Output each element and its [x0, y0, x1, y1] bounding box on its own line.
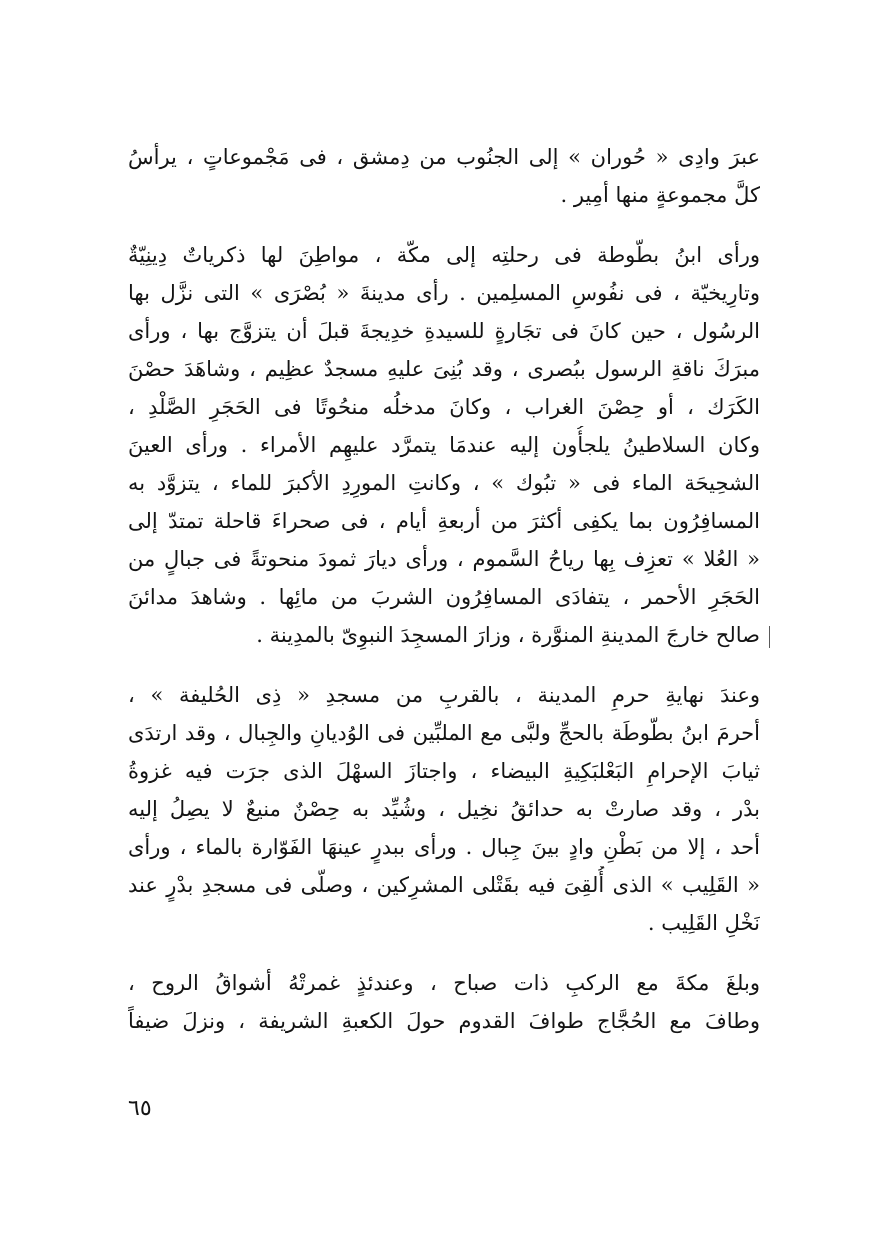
text-line: الشحِيحَة الماء فى « تبُوك » ، وكانتِ المورِدِ الأكبرَ للماء ، يتزوَّد به: [128, 471, 760, 495]
text-line: مبرَكَ ناقةِ الرسول ببُصرى ، وقد بُنِىَ عليهِ مسجدٌ عظِيم ، وشاهَدَ حصْنَ: [128, 357, 760, 381]
text-line: المسافِرُون بما يكفِى أكثرَ من أربعةِ أيام ، فى صحراءَ قاحلة تمتدّ إلى: [128, 509, 760, 533]
text-line: وعندَ نهايةِ حرمِ المدينة ، بالقربِ من مسجدِ « ذِى الحُليفة » ،: [128, 683, 760, 707]
paragraph-3: [128, 676, 760, 942]
text-line: كلَّ مجموعةٍ منها أمِير .: [560, 183, 760, 207]
text-line: الكَرَك ، أو حِصْنَ الغراب ، وكانَ مدخلُه منحُوتًا فى الحَجَرِ الصَّلْدِ ،: [128, 395, 760, 419]
paragraph-gap: [128, 942, 760, 964]
text-line: « العُلا » تعزِف بِها رياحُ السَّموم ، ورأى ديارَ ثمودَ منحوتةً فى جبالٍ من: [128, 547, 760, 571]
text-line: وبلغَ مكةَ مع الركبِ ذات صباح ، وعندئذٍ غمرتْهُ أشواقُ الروح ،: [128, 971, 760, 995]
paragraph-4: [128, 964, 760, 1040]
text-line: ورأى ابنُ بطّوطة فى رحلتِه إلى مكّة ، مواطِنَ لها ذكرياتٌ دِينِيّةٌ: [128, 243, 760, 267]
text-line: صالح خارجَ المدينةِ المنوَّرة ، وزارَ المسجِدَ النبوِىّ بالمدِينة .: [256, 623, 760, 647]
text-line: أحرمَ ابنُ بطّوطَة بالحجِّ ولبَّى مع الملبِّين فى الوُديانِ والجِبال ، وقد ارتدَى: [128, 721, 760, 745]
paragraph-gap: [128, 214, 760, 236]
paragraph-2: [128, 236, 760, 654]
text-line: عبرَ وادِى « حُوران » إلى الجنُوب من دِمشق ، فى مَجْموعاتٍ ، يرأسُ: [128, 145, 760, 169]
text-line: الرسُول ، حين كانَ فى تجَارةٍ للسيدةِ خدِيجةَ قبلَ أن يتزوَّج بها ، ورأى: [128, 319, 760, 343]
text-line: « القَلِيب » الذى أُلقِىَ فيه بقَتْلى المشرِكين ، وصلّى فى مسجدِ بدْرٍ عند: [128, 873, 760, 897]
text-line: وتارِيخيّة ، فى نفُوسِ المسلِمين . رأى مدينةَ « بُصْرَى » التى نزَّل بها: [128, 281, 760, 305]
paragraph-gap: [128, 654, 760, 676]
text-line: ثيابَ الإحرامِ البَعْلبَكِيةِ البيضاء ، واجتازَ السهْلَ الذى جرَت فيه غزوةُ: [128, 759, 760, 783]
scan-mark: [769, 626, 770, 648]
paragraph-1: [128, 138, 760, 214]
text-line: أحد ، إلا من بَطْنِ وادٍ بينَ جِبال . ورأى ببدرٍ عينهَا الفَوّارة بالماء ، ورأى: [128, 835, 760, 859]
text-line: وكان السلاطينُ يلجأُون إليه عندمَا يتمرَّد عليهِم الأمراء . ورأى العينَ: [128, 433, 760, 457]
text-line: نَخْلِ القَلِيب .: [647, 911, 760, 935]
text-line: بدْر ، وقد صارتْ به حدائقُ نخِيل ، وشُيِّد به حِصْنٌ منيعٌ لا يصِلُ إليه: [128, 797, 760, 821]
page-number: ٦٥: [128, 1096, 152, 1121]
text-line: الحَجَرِ الأحمر ، يتفادَى المسافِرُون الشربَ من مائِها . وشاهدَ مدائنَ: [128, 585, 760, 609]
body-text: [128, 138, 760, 1040]
text-line: وطافَ مع الحُجَّاج طوافَ القدوم حولَ الكعبةِ الشريفة ، ونزلَ ضيفاً: [128, 1009, 760, 1033]
